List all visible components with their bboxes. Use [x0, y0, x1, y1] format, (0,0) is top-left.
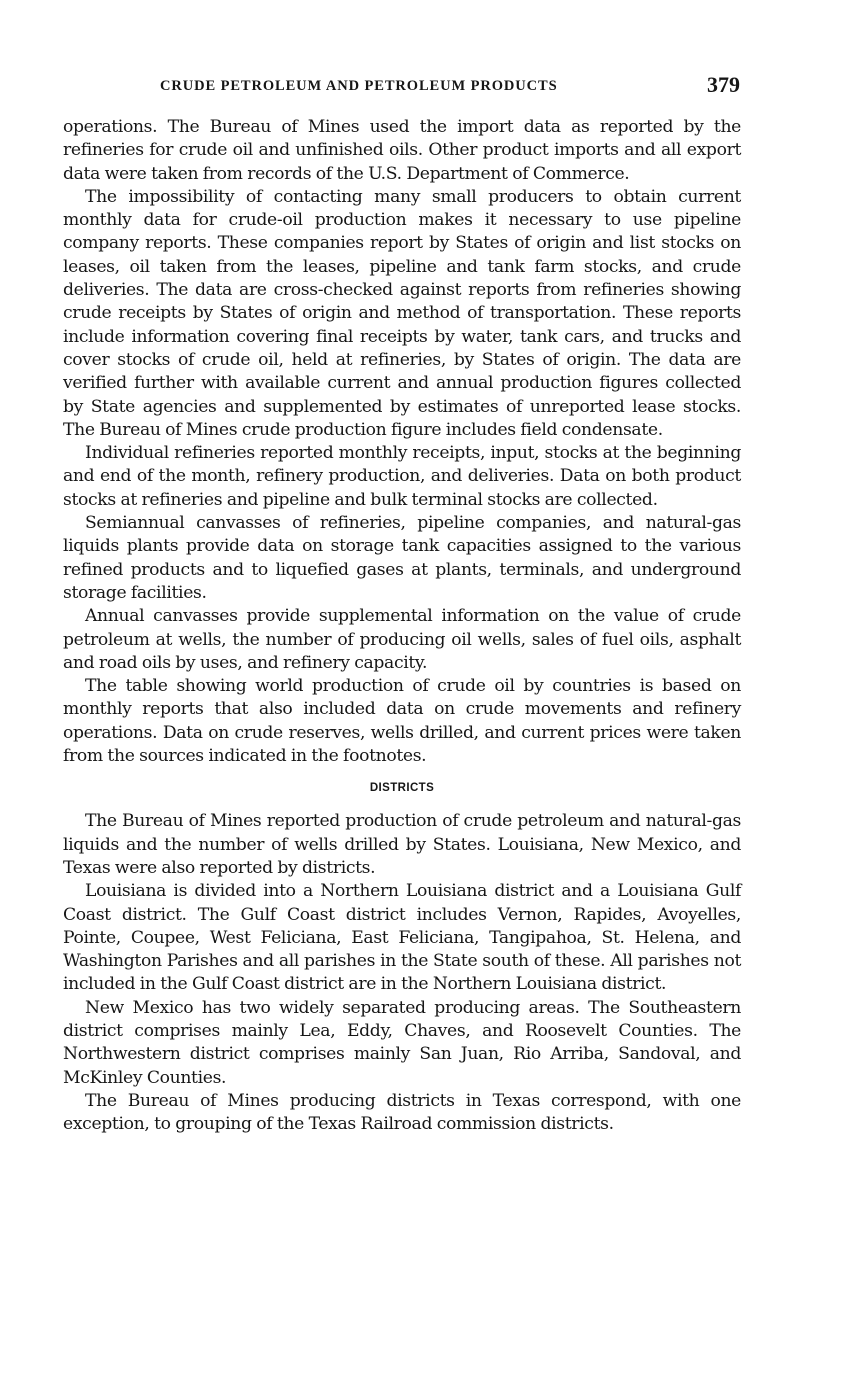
paragraph: Louisiana is divided into a Northern Louisiana district and a Louisiana Gulf Coast district. The Gulf Coast district includes Vernon, Rapides, Avoyelles, Pointe, Coupee, West Feliciana, East Feliciana, Tangipahoa, St. Helena, and Washington Parishes and all parishes in the State south of these. All parishes not included in the Gulf Coast district are in the Northern Louisiana district.	[63, 881, 741, 995]
paragraph: The Bureau of Mines producing districts in Texas correspond, with one exception, to grouping of the Texas Railroad commission districts.	[63, 1090, 741, 1135]
running-title: CRUDE PETROLEUM AND PETROLEUM PRODUCTS	[160, 78, 558, 94]
section-heading: DISTRICTS	[369, 782, 435, 795]
running-header	[160, 72, 740, 98]
paragraph: The impossibility of contacting many small producers to obtain current monthly data for crude-oil production makes it necessary to use pipeline company reports. These companies report by States of origin and list stocks on leases, oil taken from the leases, pipeline and tank farm stocks, and crude deliveries. The data are cross-checked against reports from refineries showing crude receipts by States of origin and method of transportation. These reports include information covering final receipts by water, tank cars, and trucks and cover stocks of crude oil, held at refineries, by States of origin. The data are verified further with available current and annual production figures collected by State agencies and supplemented by estimates of unreported lease stocks. The Bureau of Mines crude production figure includes field condensate.	[63, 186, 741, 440]
body-text	[63, 116, 741, 1136]
paragraph: Semiannual canvasses of refineries, pipeline companies, and natural-gas liquids plants provide data on storage tank capacities assigned to the various refined products and to liquefied gases at plants, terminals, and underground storage facilities.	[63, 513, 741, 603]
paragraph: The Bureau of Mines reported production of crude petroleum and natural-gas liquids and the number of wells drilled by States. Louisiana, New Mexico, and Texas were also reported by districts.	[63, 811, 741, 878]
paragraph: operations. The Bureau of Mines used the import data as reported by the refineries for crude oil and unfinished oils. Other product imports and all export data were taken from records of the U.S. Department of Commerce.	[63, 117, 741, 184]
page-number: 379	[707, 72, 740, 97]
paragraph: Annual canvasses provide supplemental information on the value of crude petroleum at wells, the number of producing oil wells, sales of fuel oils, asphalt and road oils by uses, and refinery capacity.	[63, 606, 741, 673]
paragraph: Individual refineries reported monthly receipts, input, stocks at the beginning and end of the month, refinery production, and deliveries. Data on both product stocks at refineries and pipeline and bulk terminal stocks are collected.	[63, 443, 741, 510]
paragraph: New Mexico has two widely separated producing areas. The Southeastern district comprises mainly Lea, Eddy, Chaves, and Roosevelt Counties. The Northwestern district comprises mainly San Juan, Rio Arriba, Sandoval, and McKinley Counties.	[63, 997, 741, 1088]
paragraph: The table showing world production of crude oil by countries is based on monthly reports that also included data on crude movements and refinery operations. Data on crude reserves, wells drilled, and current prices were taken from the sources indicated in the footnotes.	[63, 676, 741, 767]
